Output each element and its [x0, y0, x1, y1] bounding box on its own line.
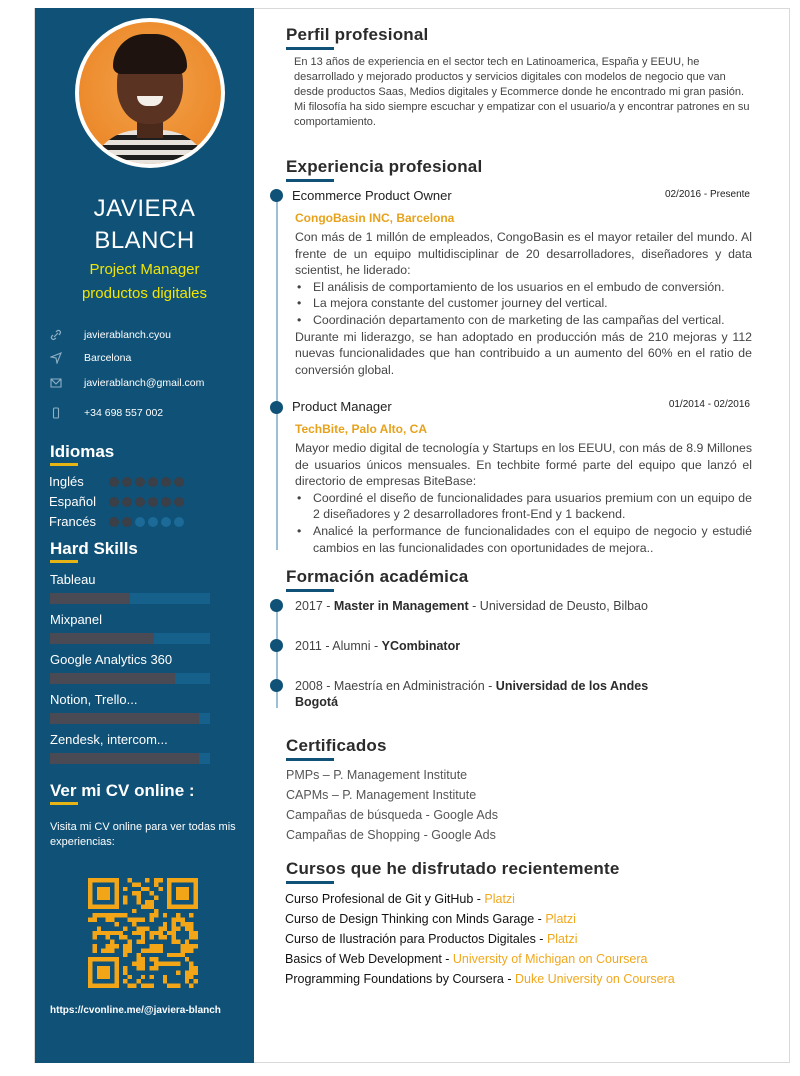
skill-bar-fill	[50, 713, 199, 724]
skill-item	[50, 652, 212, 667]
qr-code[interactable]	[88, 878, 198, 988]
skill-bar-fill	[50, 753, 199, 764]
contact-phone[interactable]	[49, 406, 249, 420]
skill-name: Mixpanel	[50, 612, 103, 627]
course-source[interactable]: Platzi	[484, 892, 515, 906]
education-item	[295, 598, 715, 614]
job-outro: Durante mi liderazgo, se han adoptado en producción más de 210 mejoras y 112 nuevas funcionalidades que han contribuido a un aumento del 60% en el ratio de conversión global.	[295, 329, 752, 377]
education-heading: Formación académica	[286, 567, 469, 586]
job-bullet: • La mejora constante del customer journey del vertical.	[295, 295, 752, 312]
timeline-node	[270, 599, 283, 612]
job-company: CongoBasin INC, Barcelona	[295, 211, 455, 225]
education-timeline	[276, 608, 278, 708]
level-dot	[161, 477, 171, 487]
job-date: 01/2014 - 02/2016	[668, 399, 750, 410]
language-level	[109, 497, 184, 507]
course-source[interactable]: University of Michigan on Coursera	[452, 952, 648, 966]
edu-school: Universidad de los Andes Bogotá	[295, 679, 649, 709]
profile-photo	[75, 18, 225, 168]
level-dot	[148, 517, 158, 527]
skill-bar-fill	[50, 673, 175, 684]
skill-bar	[50, 753, 210, 764]
skill-bar	[50, 673, 210, 684]
course-name: Curso de Ilustración para Productos Digitales -	[285, 932, 547, 946]
online-cv-heading: Ver mi CV online :	[50, 781, 195, 800]
job-description	[295, 229, 752, 378]
level-dot	[109, 497, 119, 507]
certificate-item: Campañas de Shopping - Google Ads	[286, 828, 496, 842]
course-source[interactable]: Platzi	[546, 932, 578, 946]
course-item	[285, 912, 576, 926]
skill-bar	[50, 633, 210, 644]
sidebar	[35, 8, 254, 1063]
level-dot	[122, 517, 132, 527]
job-bullets	[295, 279, 752, 329]
online-cv-url[interactable]: https://cvonline.me/@javiera-blanch	[50, 1005, 221, 1016]
timeline-node	[270, 679, 283, 692]
skill-item	[50, 692, 212, 707]
level-dot	[122, 477, 132, 487]
language-row	[49, 514, 249, 532]
certificate-item: CAPMs – P. Management Institute	[286, 788, 477, 802]
edu-year: 2011 - Alumni -	[295, 639, 382, 653]
skill-name: Zendesk, intercom...	[50, 732, 168, 747]
email-icon	[49, 376, 63, 390]
language-row	[49, 494, 249, 512]
certificate-item: Campañas de búsqueda - Google Ads	[286, 808, 498, 822]
skill-item	[50, 572, 212, 587]
edu-school: - Universidad de Deusto, Bilbao	[468, 599, 648, 613]
profile-heading: Perfil profesional	[286, 25, 429, 44]
level-dot	[161, 497, 171, 507]
job-bullets	[295, 490, 752, 556]
level-dot	[174, 517, 184, 527]
phone-icon	[49, 406, 63, 420]
candidate-name	[35, 193, 254, 257]
course-item	[285, 972, 675, 986]
job-title: Ecommerce Product Owner	[292, 188, 452, 203]
job-bullet: • El análisis de comportamiento de los usuarios en el embudo de conversión.	[295, 279, 752, 296]
name-last: BLANCH	[94, 227, 195, 254]
level-dot	[109, 517, 119, 527]
experience-timeline	[276, 198, 278, 550]
certificates-heading: Certificados	[286, 736, 387, 755]
skill-name: Notion, Trello...	[50, 692, 138, 707]
education-item	[295, 638, 715, 654]
job-title: Product Manager	[292, 399, 392, 414]
website-text: javierablanch.cyou	[84, 329, 171, 341]
edu-school: YCombinator	[381, 639, 461, 653]
role-line-1: Project Manager	[89, 261, 200, 278]
job-bullet: • Analicé la performance de funcionalidades con el equipo de negocio y estudié cambios en las funcionalidades con oportunidades de mejora..	[295, 523, 752, 556]
course-name: Basics of Web Development -	[285, 952, 453, 966]
job-intro: Con más de 1 millón de empleados, CongoBasin es el mayor retailer del mundo. Al frente de un equipo multidisciplinar de 20 desarrolladores, diseñadores y data scientist, he liderado:	[295, 230, 752, 278]
edu-degree: Master in Management	[333, 599, 469, 613]
language-name: Francés	[49, 514, 96, 529]
name-first: JAVIERA	[93, 195, 196, 222]
level-dot	[148, 477, 158, 487]
timeline-node	[270, 189, 283, 202]
skill-bar-fill	[50, 633, 154, 644]
course-name: Programming Foundations by Coursera -	[285, 972, 515, 986]
languages-heading: Idiomas	[50, 442, 115, 461]
education-item	[295, 678, 685, 710]
skill-item	[50, 612, 212, 627]
language-level	[109, 517, 184, 527]
course-source[interactable]: Platzi	[545, 912, 576, 926]
job-intro: Mayor medio digital de tecnología y Startups en los EEUU, con más de 8.9 Millones de usuarios únicos mensuales. En techbite formé parte del equipo que lanzó el directorio de empresas BiteBase:	[295, 441, 752, 489]
job-company: TechBite, Palo Alto, CA	[295, 422, 428, 436]
level-dot	[161, 517, 171, 527]
skill-bar-fill	[50, 593, 130, 604]
timeline-node	[270, 639, 283, 652]
edu-year: 2008 - Maestría en Administración -	[295, 679, 496, 693]
level-dot	[174, 497, 184, 507]
course-name: Curso de Design Thinking con Minds Garage -	[285, 912, 546, 926]
skill-name: Tableau	[50, 572, 96, 587]
course-item	[285, 932, 578, 946]
online-cv-text: Visita mi CV online para ver todas mis experiencias:	[50, 821, 236, 848]
skill-item	[50, 732, 212, 747]
experience-heading: Experiencia profesional	[286, 157, 483, 176]
contact-website[interactable]	[49, 328, 249, 342]
job-bullet: • Coordinación departamento con de marketing de las campañas del vertical.	[295, 312, 752, 329]
phone-text: +34 698 557 002	[84, 407, 164, 419]
skill-bar	[50, 593, 210, 604]
skill-bar	[50, 713, 210, 724]
level-dot	[174, 477, 184, 487]
course-item	[285, 892, 515, 906]
course-item	[285, 952, 647, 966]
profile-text: En 13 años de experiencia en el sector tech en Latinoamerica, España y EEUU, he desarrollado y mejorado productos y servicios digitales con modelos de negocio que van desde productos Saas, Medios digitales y Ecommerce donde he encontrado mi gran pasión. Mi filosofía ha sido siempre escuchar y empatizar con el usuario/a y encontrar patrones en su comportamiento.	[294, 56, 750, 128]
courses-heading: Cursos que he disfrutado recientemente	[286, 859, 620, 878]
language-name: Inglés	[49, 474, 84, 489]
level-dot	[109, 477, 119, 487]
level-dot	[135, 497, 145, 507]
level-dot	[122, 497, 132, 507]
candidate-role	[35, 258, 254, 306]
city-text: Barcelona	[84, 352, 132, 364]
timeline-node	[270, 401, 283, 414]
level-dot	[135, 517, 145, 527]
location-arrow-icon	[49, 351, 63, 365]
role-line-2: productos digitales	[81, 285, 208, 302]
link-icon	[49, 328, 63, 342]
skills-heading: Hard Skills	[50, 539, 138, 558]
edu-year: 2017 -	[295, 599, 334, 613]
language-level	[109, 477, 184, 487]
contact-email[interactable]	[49, 376, 249, 390]
job-description	[295, 440, 752, 556]
course-source[interactable]: Duke University on Coursera	[514, 972, 675, 986]
level-dot	[148, 497, 158, 507]
language-name: Español	[49, 494, 96, 509]
language-row	[49, 474, 249, 492]
level-dot	[135, 477, 145, 487]
email-text: javierablanch@gmail.com	[84, 377, 205, 389]
certificate-item: PMPs – P. Management Institute	[286, 768, 468, 782]
contact-city	[49, 351, 249, 365]
job-bullet: • Coordiné el diseño de funcionalidades para usuarios premium con un equipo de 2 diseñadores y 2 desarrolladores front-End y 1 backend.	[295, 490, 752, 523]
main-content	[254, 8, 790, 1063]
skill-name: Google Analytics 360	[50, 652, 173, 667]
job-date: 02/2016 - Presente	[664, 189, 750, 200]
course-name: Curso Profesional de Git y GitHub -	[285, 892, 485, 906]
